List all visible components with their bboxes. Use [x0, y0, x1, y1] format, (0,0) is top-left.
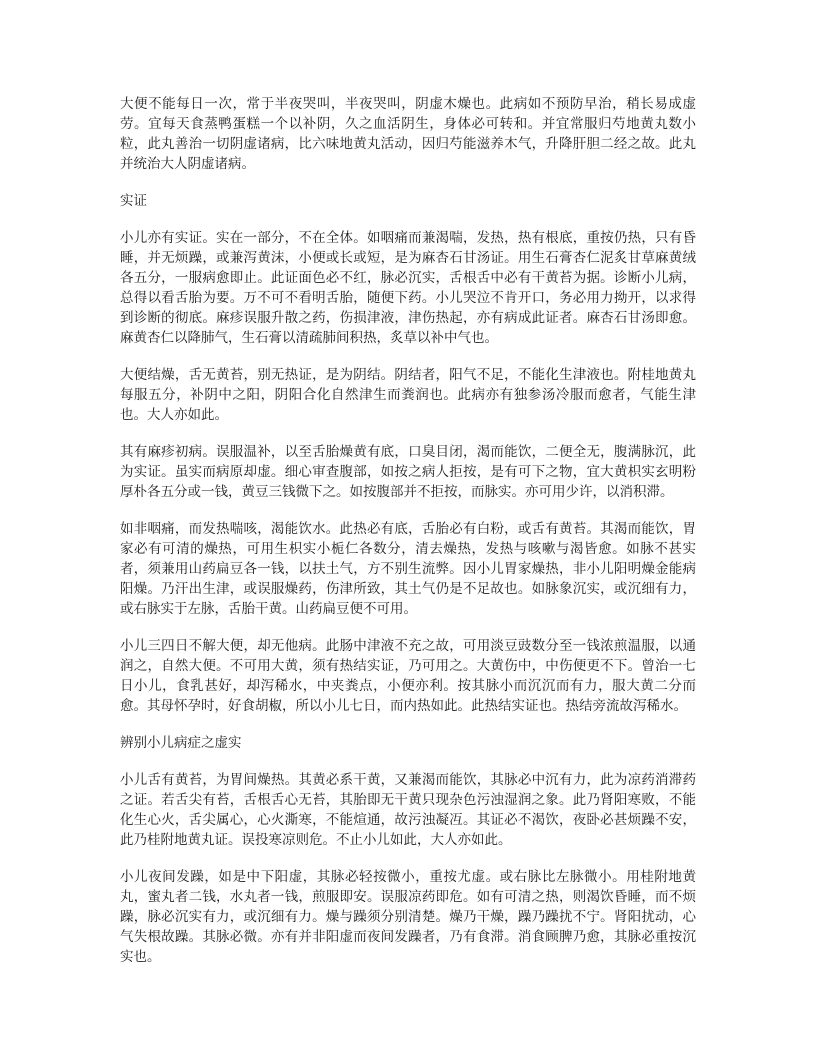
- paragraph-yin-constipation: 大便结燥，舌无黄苔，别无热证，是为阴结。阴结者，阳气不足，不能化生津液也。附桂地黄丸每服五分，补阴中之阳，阴阳合化自然津生而粪润也。此病亦有独参汤冷服而愈者，气能生津也。大人亦如此。: [120, 367, 696, 423]
- paragraph-tongue-coating: 小儿舌有黄苔，为胃间燥热。其黄必系干黄，又兼渴而能饮，其脉必中沉有力，此为凉药消滞药之证。若舌尖有苔，舌根舌心无苔，其胎即无干黄只现杂色污浊湿润之象。此乃肾阳寒败，不能化生心火，舌尖属心，心火澌寒，不能煊通，故污浊凝冱。其证必不渴饮，夜卧必甚烦躁不安，此乃桂附地黄丸证。误投寒凉则危。不止小儿如此，大人亦如此。: [120, 772, 696, 848]
- paragraph-measles-excess: 其有麻疹初病。误服温补，以至舌胎燥黄有底，口臭目闭，渴而能饮，二便全无，腹满脉沉，此为实证。虽实而病原却虚。细心审查腹部，如按之病人拒按，是有可下之物，宜大黄枳实玄明粉厚朴各五分或一钱，黄豆三钱微下之。如按腹部并不拒按，而脉实。亦可用少许，以消积滞。: [120, 444, 696, 500]
- section-heading-deficiency-excess-differentiation: 辨别小儿病症之虚实: [120, 735, 242, 751]
- paragraph-maxing-shigan-decoction: 小儿亦有实证。实在一部分，不在全体。如咽痛而兼渴喘，发热，热有根底，重按仍热，只有昏睡，并无烦躁，或兼泻黄沫，小便或长或短，是为麻杏石甘汤证。用生石膏杏仁泥炙甘草麻黄绒各五分，一服病愈即止。此证面色必不红，脉必沉实，舌根舌中必有干黄苔为据。诊断小儿病，总得以看舌胎为要。万不可不看明舌胎，随便下药。小儿哭泣不肯开口，务必用力拗开，以求得到诊断的彻底。麻疹误服升散之药，伤损津液，津伤热起，亦有病成此证者。麻杏石甘汤即愈。麻黄杏仁以降肺气，生石膏以清疏肺间积热，炙草以补中气也。: [120, 230, 696, 346]
- paragraph-yin-deficiency-constipation: 大便不能每日一次，常于半夜哭叫，半夜哭叫，阴虚木燥也。此病如不预防早治，稍长易成虚劳。宜每天食蒸鸭蛋糕一个以补阴，久之血活阴生，身体必可转和。并宜常服归芍地黄丸数小粒，此丸善治一切阴虚诸病，比六味地黄丸活动，因归芍能滋养木气，升降肝胆二经之故。此丸并统治大人阴虚诸病。: [120, 96, 696, 172]
- paragraph-infant-constipation: 小儿三四日不解大便，却无他病。此肠中津液不充之故，可用淡豆豉数分至一钱浓煎温服，以通润之，自然大便。不可用大黄，须有热结实证，乃可用之。大黄伤中，中伤便更不下。曾治一七日小儿，食乳甚好，却泻稀水，中夹粪点，小便亦利。按其脉小而沉沉而有力，服大黄二分而愈。其母怀孕时，好食胡椒，所以小儿七日，而内热如此。此热结实证也。热结旁流故泻稀水。: [120, 638, 696, 714]
- section-heading-excess-syndrome: 实证: [120, 193, 147, 209]
- document-page: [120, 94, 696, 984]
- paragraph-fever-cough-thirst: 如非咽痛，而发热喘咳，渴能饮水。此热必有底，舌胎必有白粉，或舌有黄苔。其渴而能饮，胃家必有可清的燥热，可用生枳实小栀仁各数分，清去燥热，发热与咳嗽与渴皆愈。如脉不甚实者，须兼用山药扁豆各一钱，以扶土气，方不别生流弊。因小儿胃家燥热，非小儿阳明燥金能病阳燥。乃汗出生津，或误服燥药，伤津所致，其土气仍是不足故也。如脉象沉实，或沉细有力，或右脉实于左脉，舌胎干黄。山药扁豆便不可用。: [120, 521, 696, 617]
- paragraph-night-restlessness: 小儿夜间发躁，如是中下阳虚，其脉必轻按微小，重按尤虚。或右脉比左脉微小。用桂附地黄丸，蜜丸者二钱，水丸者一钱，煎服即安。误服凉药即危。如有可清之热，则渴饮昏睡，而不烦躁，脉必沉实有力，或沉细有力。燥与躁须分别清楚。燥乃干燥，躁乃躁扰不宁。肾阳扰动，心气失根故躁。其脉必微。亦有并非阳虚而夜间发躁者，乃有食滞。消食顾脾乃愈，其脉必重按沉实也。: [120, 869, 696, 965]
